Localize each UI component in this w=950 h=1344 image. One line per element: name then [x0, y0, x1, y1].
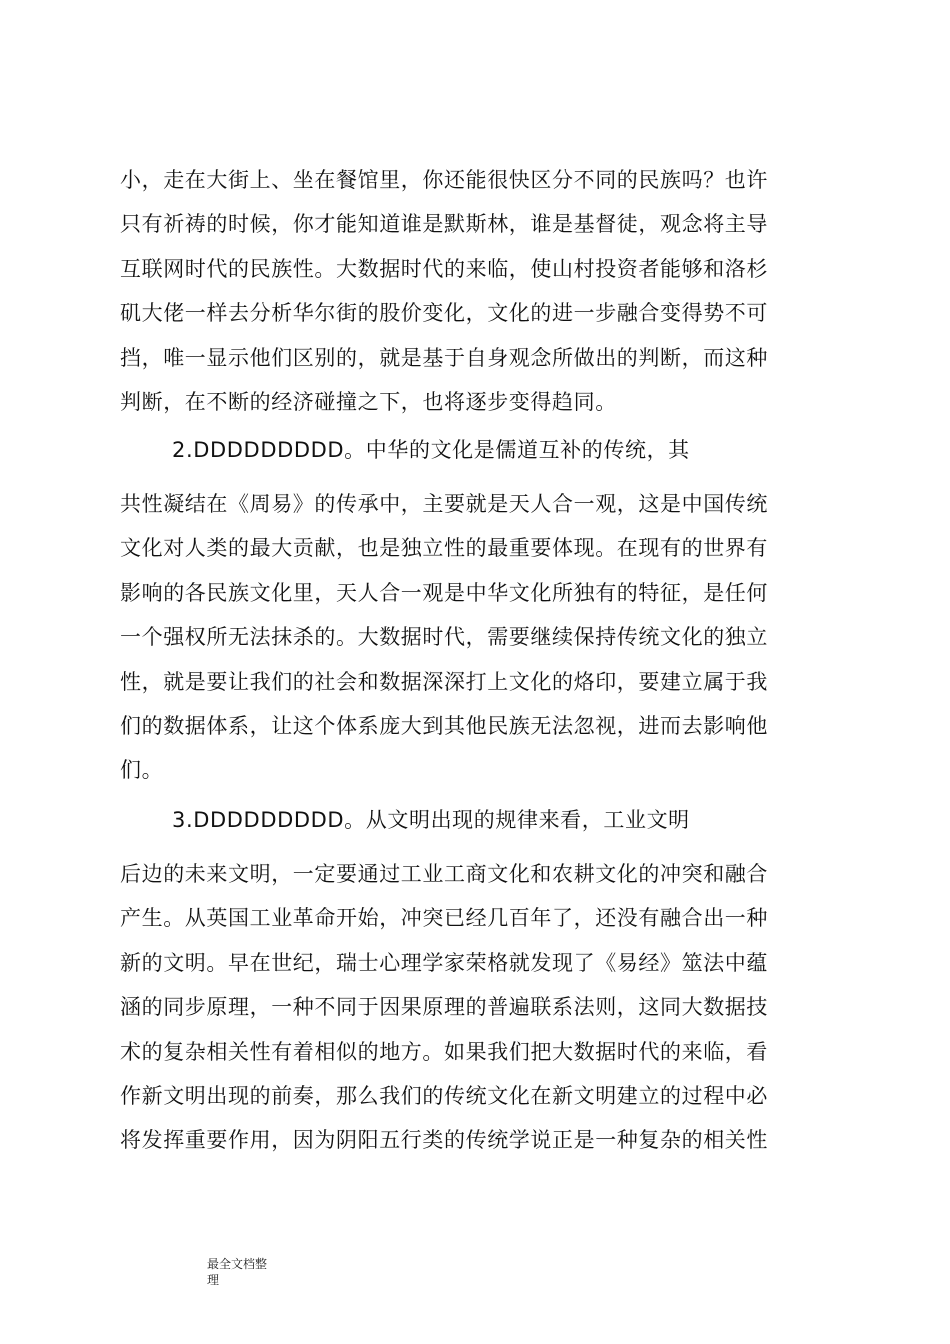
- text-line: 新的文明。早在世纪，瑞士心理学家荣格就发现了《易经》筮法中蕴: [120, 950, 768, 975]
- text-line: 判断，在不断的经济碰撞之下，也将逐步变得趋同。: [120, 389, 617, 414]
- text-line: 产生。从英国工业革命开始，冲突已经几百年了，还没有融合出一种: [120, 906, 768, 931]
- text-line: 小，走在大街上、坐在餐馆里，你还能很快区分不同的民族吗？也许: [120, 168, 768, 192]
- section-heading-3: [120, 798, 850, 842]
- section-heading-2: [120, 428, 850, 472]
- text-line: 挡，唯一显示他们区别的，就是基于自身观念所做出的判断，而这种: [120, 345, 768, 370]
- section-heading-text: 2.DDDDDDDDD。中华的文化是儒道互补的传统，其: [172, 438, 690, 462]
- text-line: 们的数据体系，让这个体系庞大到其他民族无法忽视，进而去影响他: [120, 713, 768, 738]
- text-line: 只有祈祷的时候，你才能知道谁是默斯林，谁是基督徒，观念将主导: [120, 212, 768, 237]
- section-heading-text: 3.DDDDDDDDD。从文明出现的规律来看，工业文明: [172, 808, 690, 832]
- footer-line: 理: [207, 1273, 220, 1287]
- text-line: 影响的各民族文化里，天人合一观是中华文化所独有的特征，是任何: [120, 580, 768, 605]
- text-line: 术的复杂相关性有着相似的地方。如果我们把大数据时代的来临，看: [120, 1039, 768, 1064]
- text-line: 矶大佬一样去分析华尔街的股价变化，文化的进一步融合变得势不可: [120, 301, 768, 326]
- text-line: 将发挥重要作用，因为阴阳五行类的传统学说正是一种复杂的相关性: [120, 1128, 768, 1153]
- text-line: 涵的同步原理，一种不同于因果原理的普遍联系法则，这同大数据技: [120, 995, 768, 1020]
- paragraph-3: [120, 852, 850, 1163]
- footer-line: 最全文档整: [207, 1257, 268, 1271]
- text-line: 性，就是要让我们的社会和数据深深打上文化的烙印，要建立属于我: [120, 669, 768, 694]
- paragraph-2: [120, 482, 850, 793]
- text-line: 们。: [120, 758, 164, 783]
- paragraph-1: [120, 158, 850, 424]
- text-line: 共性凝结在《周易》的传承中，主要就是天人合一观，这是中国传统: [120, 492, 768, 516]
- text-line: 一个强权所无法抹杀的。大数据时代，需要继续保持传统文化的独立: [120, 625, 768, 650]
- text-line: 作新文明出现的前奏，那么我们的传统文化在新文明建立的过程中必: [120, 1083, 768, 1108]
- text-line: 文化对人类的最大贡献，也是独立性的最重要体现。在现有的世界有: [120, 536, 768, 561]
- text-line: 后边的未来文明，一定要通过工业工商文化和农耕文化的冲突和融合: [120, 862, 768, 886]
- text-line: 互联网时代的民族性。大数据时代的来临，使山村投资者能够和洛杉: [120, 256, 768, 281]
- page-footer: [207, 1256, 287, 1288]
